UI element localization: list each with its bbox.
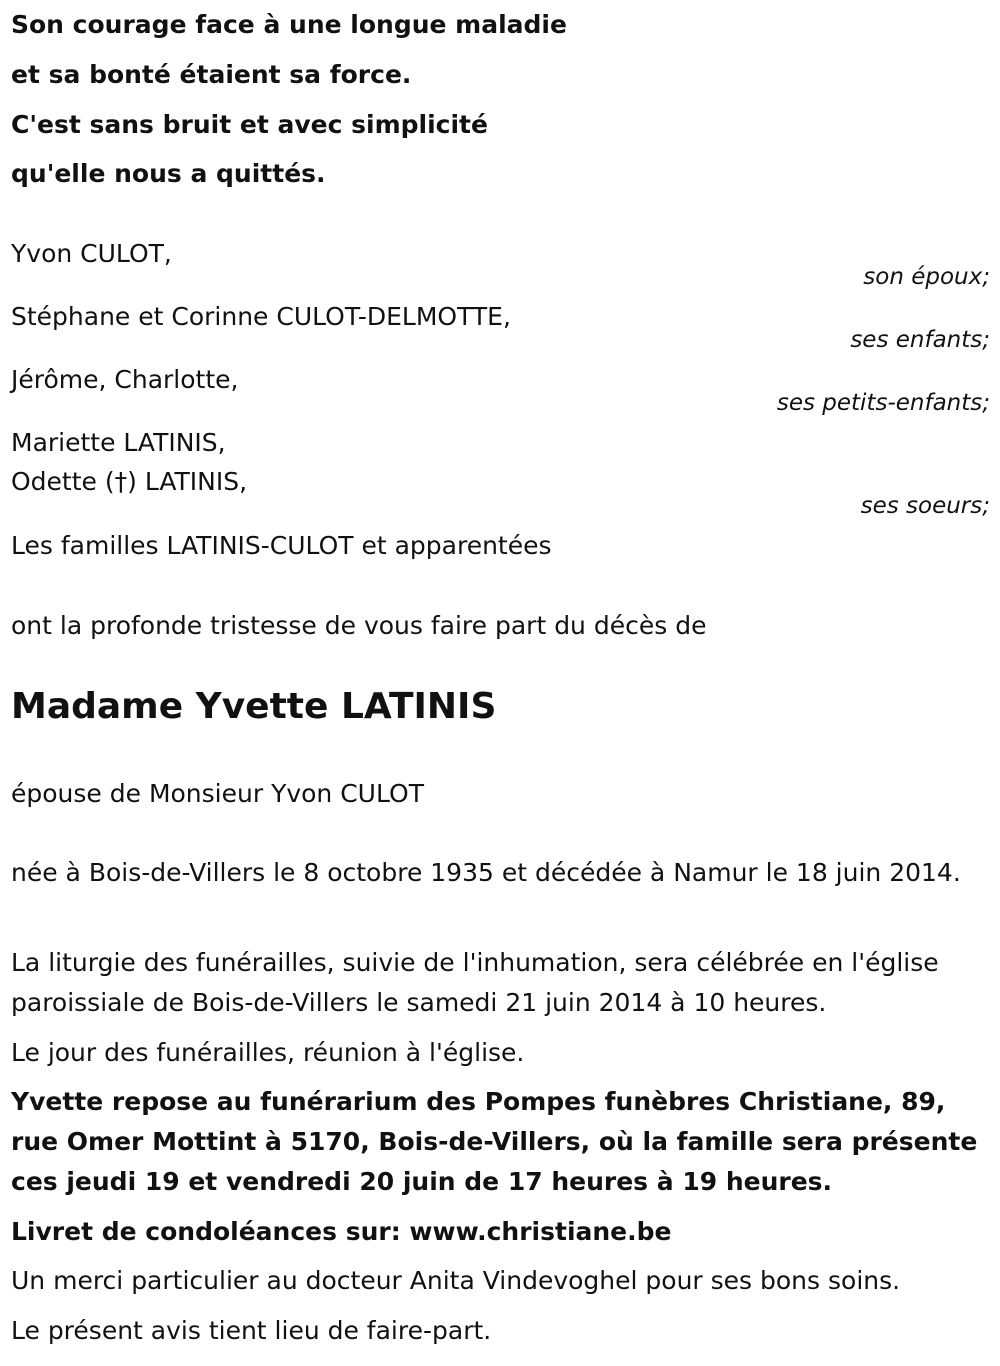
spouse-role: son époux; bbox=[863, 264, 990, 290]
liturgy-paragraph: La liturgie des funérailles, suivie de l'inhumation, sera célébrée en l'église paroissiale de Bois-de-Villers le samedi 21 juin 2014 à 10 heures. bbox=[11, 948, 939, 1017]
intro-line-1: Son courage face à une longue maladie bbox=[11, 10, 567, 39]
sister-2: Odette (†) LATINIS, bbox=[11, 467, 248, 496]
deceased-name: Madame Yvette LATINIS bbox=[11, 686, 497, 727]
intro-line-4: qu'elle nous a quittés. bbox=[11, 159, 326, 188]
birth-death-paragraph: née à Bois-de-Villers le 8 octobre 1935 et décédée à Namur le 18 juin 2014. bbox=[11, 858, 961, 887]
children-role: ses enfants; bbox=[850, 327, 990, 353]
spouse-line: épouse de Monsieur Yvon CULOT bbox=[11, 779, 424, 808]
intro-line-2: et sa bonté étaient sa force. bbox=[11, 60, 412, 89]
condolences-line: Livret de condoléances sur: www.christiane.be bbox=[11, 1217, 672, 1246]
announcement: ont la profonde tristesse de vous faire part du décès de bbox=[11, 611, 707, 640]
grandchildren-role: ses petits-enfants; bbox=[776, 390, 990, 416]
reunion-paragraph: Le jour des funérailles, réunion à l'église. bbox=[11, 1038, 525, 1067]
families-line: Les familles LATINIS-CULOT et apparentées bbox=[11, 531, 552, 560]
intro-line-3: C'est sans bruit et avec simplicité bbox=[11, 110, 488, 139]
sisters-role: ses soeurs; bbox=[860, 493, 990, 519]
notice-line: Le présent avis tient lieu de faire-part. bbox=[11, 1316, 492, 1345]
sister-1: Mariette LATINIS, bbox=[11, 428, 226, 457]
thanks-line: Un merci particulier au docteur Anita Vindevoghel pour ses bons soins. bbox=[11, 1266, 901, 1295]
grandchildren-names: Jérôme, Charlotte, bbox=[11, 365, 239, 394]
children-names: Stéphane et Corinne CULOT-DELMOTTE, bbox=[11, 302, 511, 331]
spouse-name: Yvon CULOT, bbox=[11, 239, 172, 268]
funerarium-paragraph: Yvette repose au funérarium des Pompes funèbres Christiane, 89, rue Omer Mottint à 5170, Bois-de-Villers, où la famille sera présente ces jeudi 19 et vendredi 20 juin de 17 heures à 19 heures. bbox=[11, 1087, 978, 1196]
